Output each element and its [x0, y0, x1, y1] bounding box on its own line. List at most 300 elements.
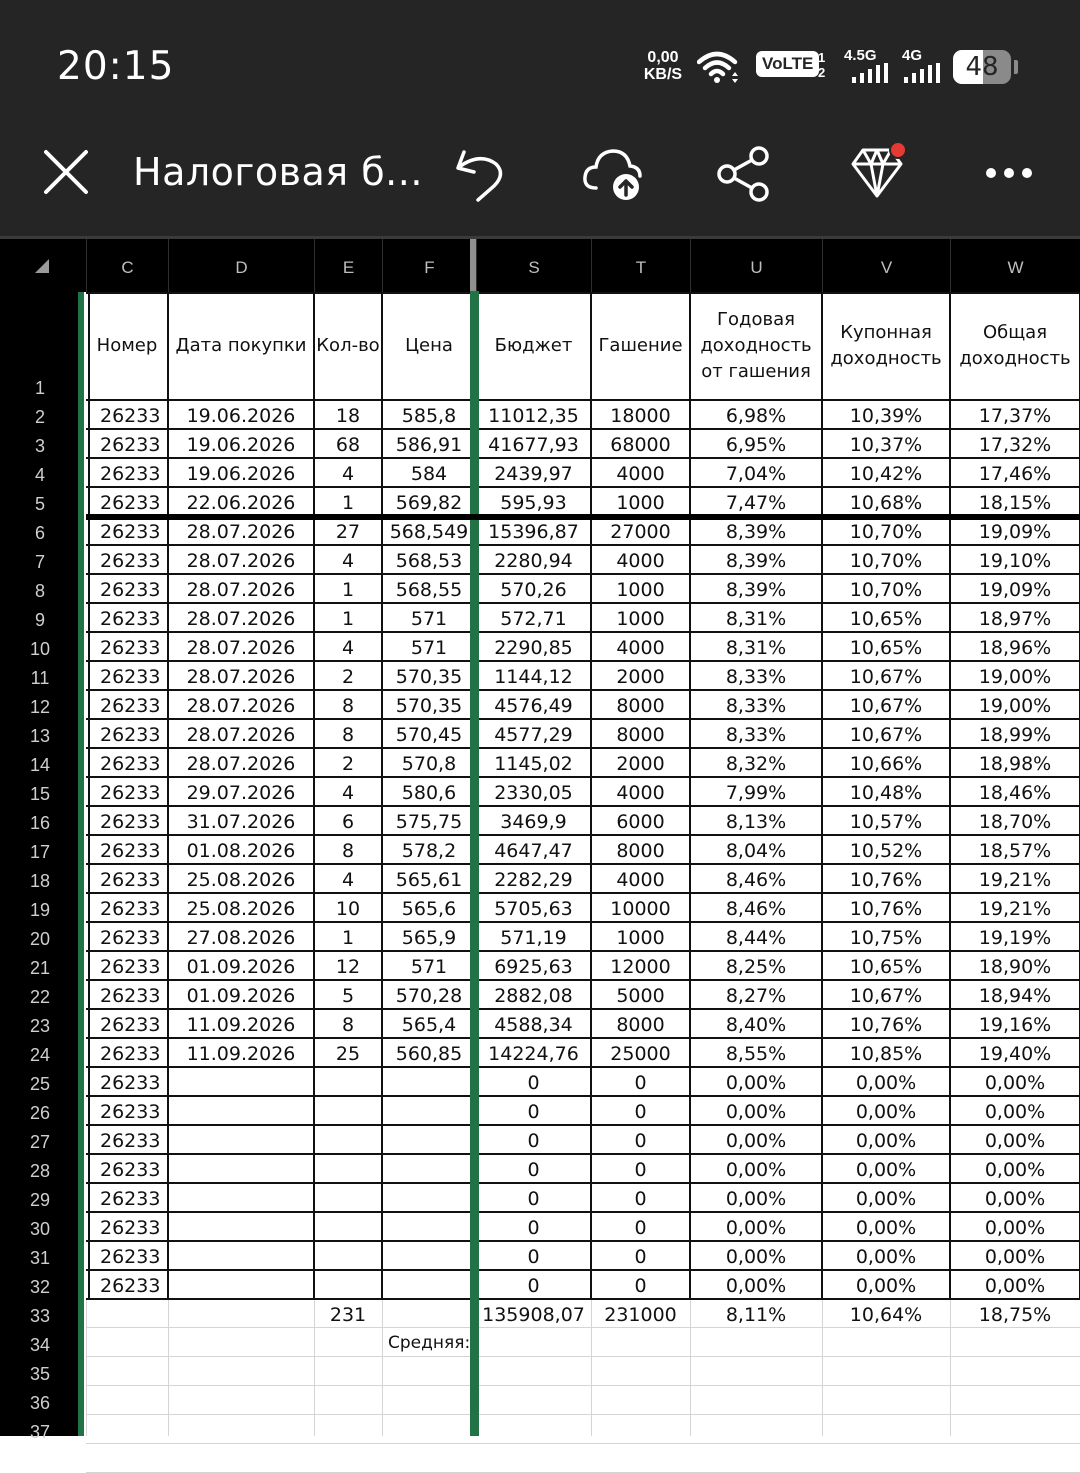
cell-w[interactable]: 18,15%	[978, 492, 1052, 514]
cell-v[interactable]: 0,00%	[855, 1130, 917, 1152]
cell-f[interactable]: 565,9	[401, 927, 457, 949]
cell-f[interactable]: 568,53	[395, 550, 463, 572]
cell-e[interactable]: 8	[341, 724, 355, 746]
cell-c[interactable]: 26233	[100, 1014, 161, 1036]
cell-u[interactable]: 8,33%	[725, 666, 787, 688]
cell-d[interactable]: 28.07.2026	[186, 666, 296, 688]
premium-diamond-icon[interactable]	[845, 142, 907, 204]
cell-e[interactable]	[314, 1101, 382, 1130]
cell-s[interactable]: 2882,08	[494, 985, 573, 1007]
cell-f[interactable]: 570,45	[395, 724, 463, 746]
cell-s[interactable]: 2439,97	[494, 463, 573, 485]
cell-s[interactable]: 571,19	[500, 927, 567, 949]
cell-d[interactable]	[168, 1159, 314, 1188]
cell-e[interactable]: 27	[335, 521, 361, 543]
cell-t[interactable]: 0	[634, 1101, 647, 1123]
cell-e[interactable]	[314, 1275, 382, 1304]
header-cell-s[interactable]	[476, 292, 591, 400]
cell-t[interactable]: 18000	[610, 405, 671, 427]
row-header-14[interactable]: 14	[29, 755, 51, 775]
row-header-16[interactable]: 16	[29, 813, 51, 833]
cell-c[interactable]: 26233	[100, 405, 161, 427]
row-header-6[interactable]: 6	[34, 523, 45, 543]
cell-s[interactable]: 2280,94	[494, 550, 573, 572]
cell-v[interactable]: 10,65%	[849, 608, 923, 630]
row-header-26[interactable]: 26	[29, 1103, 51, 1123]
cell-e[interactable]	[314, 1246, 382, 1275]
row-header-31[interactable]: 31	[29, 1248, 51, 1268]
cell-u[interactable]: 8,39%	[725, 579, 787, 601]
cell-c[interactable]: 26233	[100, 869, 161, 891]
cell-w[interactable]: 18,57%	[978, 840, 1052, 862]
cell-t[interactable]: 231000	[604, 1304, 677, 1326]
cell-u[interactable]: 6,95%	[725, 434, 787, 456]
cell-u[interactable]: 8,31%	[725, 608, 787, 630]
cell-t[interactable]: 0	[634, 1275, 647, 1297]
cell-s[interactable]: 0	[527, 1159, 540, 1181]
cell-v[interactable]: 10,76%	[849, 1014, 923, 1036]
cell-t[interactable]: 8000	[616, 840, 665, 862]
row-header-25[interactable]: 25	[29, 1074, 51, 1094]
cell-f[interactable]: 571	[410, 956, 448, 978]
row-header-30[interactable]: 30	[29, 1219, 51, 1239]
cell-d[interactable]: 01.09.2026	[186, 956, 296, 978]
cell-w[interactable]: 18,98%	[978, 753, 1052, 775]
cell-d[interactable]: 28.07.2026	[186, 753, 296, 775]
cell-c[interactable]: 26233	[100, 1217, 161, 1239]
cell-u[interactable]: 0,00%	[725, 1188, 787, 1210]
cell-t[interactable]: 0	[634, 1246, 647, 1268]
cell-w[interactable]: 0,00%	[984, 1275, 1046, 1297]
cell-s[interactable]: 2290,85	[494, 637, 573, 659]
row-header-9[interactable]: 9	[34, 610, 45, 630]
cell-w[interactable]: 19,09%	[978, 579, 1052, 601]
cell-s[interactable]: 4588,34	[494, 1014, 573, 1036]
cell-u[interactable]: 8,55%	[725, 1043, 787, 1065]
cell-f[interactable]: 570,35	[395, 666, 463, 688]
cell-t[interactable]: 0	[634, 1072, 647, 1094]
cell-v[interactable]: 0,00%	[855, 1072, 917, 1094]
cell-e[interactable]: 4	[341, 463, 355, 485]
cell-w[interactable]: 19,21%	[978, 869, 1052, 891]
row-header-35[interactable]: 35	[29, 1364, 51, 1384]
header-cell-f[interactable]	[382, 292, 476, 400]
cell-e[interactable]: 1	[341, 492, 355, 514]
cell-f[interactable]: 568,549	[389, 521, 469, 543]
cell-f[interactable]	[382, 1101, 476, 1130]
cell-c[interactable]: 26233	[100, 753, 161, 775]
cell-e[interactable]: 12	[335, 956, 361, 978]
row-header-20[interactable]: 20	[29, 929, 51, 949]
cell-w[interactable]: 0,00%	[984, 1159, 1046, 1181]
cell-t[interactable]: 0	[634, 1159, 647, 1181]
cell-c[interactable]: 26233	[100, 898, 161, 920]
cell-f[interactable]: 578,2	[401, 840, 457, 862]
row-header-18[interactable]: 18	[29, 871, 51, 891]
cell-v[interactable]: 10,64%	[849, 1304, 923, 1326]
cell-t[interactable]: 1000	[616, 492, 665, 514]
cell-d[interactable]: 01.08.2026	[186, 840, 296, 862]
cell-e[interactable]: 25	[335, 1043, 361, 1065]
cell-v[interactable]: 10,67%	[849, 666, 923, 688]
row-header-28[interactable]: 28	[29, 1161, 51, 1181]
cell-f[interactable]: 580,6	[401, 782, 457, 804]
cell-c[interactable]: 26233	[100, 985, 161, 1007]
share-icon[interactable]	[713, 142, 775, 204]
cell-s[interactable]: 15396,87	[488, 521, 579, 543]
cell-w[interactable]: 18,46%	[978, 782, 1052, 804]
cell-v[interactable]: 10,68%	[849, 492, 923, 514]
cell-u[interactable]: 7,99%	[725, 782, 787, 804]
cell-d[interactable]	[168, 1130, 314, 1159]
cell-v[interactable]: 10,70%	[849, 550, 923, 572]
column-header-s[interactable]: S	[476, 239, 591, 292]
cell-v[interactable]: 10,70%	[849, 521, 923, 543]
cell-c[interactable]: 26233	[100, 1043, 161, 1065]
cell-c[interactable]	[86, 1304, 168, 1333]
cell-e[interactable]: 231	[329, 1304, 367, 1326]
cell-f[interactable]: 570,8	[401, 753, 457, 775]
cell-u[interactable]: 8,39%	[725, 521, 787, 543]
cell-w[interactable]: 0,00%	[984, 1246, 1046, 1268]
cell-u[interactable]: 8,46%	[725, 869, 787, 891]
cell-v[interactable]: 10,85%	[849, 1043, 923, 1065]
column-header-w[interactable]: W	[950, 239, 1080, 292]
cell-d[interactable]	[168, 1246, 314, 1275]
cell-s[interactable]: 4577,29	[494, 724, 573, 746]
cell-f[interactable]: 568,55	[395, 579, 463, 601]
cell-w[interactable]: 18,75%	[978, 1304, 1052, 1326]
cell-v[interactable]: 10,65%	[849, 637, 923, 659]
cell-v[interactable]: 0,00%	[855, 1217, 917, 1239]
row-header-3[interactable]: 3	[34, 436, 45, 456]
cell-t[interactable]: 25000	[610, 1043, 671, 1065]
cell-e[interactable]: 4	[341, 782, 355, 804]
cell-s[interactable]: 2282,29	[494, 869, 573, 891]
column-header-d[interactable]: D	[168, 239, 314, 292]
cell-d[interactable]: 11.09.2026	[186, 1014, 296, 1036]
row-header-23[interactable]: 23	[29, 1016, 51, 1036]
cell-w[interactable]: 18,99%	[978, 724, 1052, 746]
row-header-21[interactable]: 21	[29, 958, 51, 978]
cell-c[interactable]: 26233	[100, 1246, 161, 1268]
document-title[interactable]: Налоговая б...	[133, 150, 423, 194]
row-header-22[interactable]: 22	[29, 987, 51, 1007]
cell-t[interactable]: 0	[634, 1217, 647, 1239]
cell-d[interactable]: 28.07.2026	[186, 579, 296, 601]
cell-v[interactable]: 10,76%	[849, 869, 923, 891]
cell-c[interactable]: 26233	[100, 1159, 161, 1181]
cell-t[interactable]: 8000	[616, 1014, 665, 1036]
cell-e[interactable]: 1	[341, 927, 355, 949]
cell-f[interactable]	[382, 1217, 476, 1246]
row-header-37[interactable]: 37	[29, 1422, 51, 1442]
cell-c[interactable]: 26233	[100, 434, 161, 456]
row-header-24[interactable]: 24	[29, 1045, 51, 1065]
cell-s[interactable]: 4647,47	[494, 840, 573, 862]
row-header-12[interactable]: 12	[29, 697, 51, 717]
cell-d[interactable]	[168, 1217, 314, 1246]
header-cell-w[interactable]	[950, 292, 1080, 400]
cell-v[interactable]: 10,70%	[849, 579, 923, 601]
cell-c[interactable]: 26233	[100, 492, 161, 514]
cell-e[interactable]: 10	[335, 898, 361, 920]
column-header-f[interactable]: F	[382, 239, 476, 292]
cell-v[interactable]: 10,76%	[849, 898, 923, 920]
cell-s[interactable]: 0	[527, 1217, 540, 1239]
cell-d[interactable]: 28.07.2026	[186, 550, 296, 572]
cell-f[interactable]: 570,35	[395, 695, 463, 717]
cell-u[interactable]: 8,44%	[725, 927, 787, 949]
cell-s[interactable]: 595,93	[500, 492, 567, 514]
cell-d[interactable]: 25.08.2026	[186, 898, 296, 920]
cell-d[interactable]	[168, 1101, 314, 1130]
cell-w[interactable]: 18,70%	[978, 811, 1052, 833]
cell-t[interactable]: 12000	[610, 956, 671, 978]
cell-e[interactable]: 4	[341, 637, 355, 659]
cell-v[interactable]: 10,48%	[849, 782, 923, 804]
cell-d[interactable]	[168, 1188, 314, 1217]
row-header-4[interactable]: 4	[34, 465, 45, 485]
cell-u[interactable]: 8,27%	[725, 985, 787, 1007]
cell-u[interactable]: 8,31%	[725, 637, 787, 659]
cell-e[interactable]: 18	[335, 405, 361, 427]
cell-u[interactable]: 8,33%	[725, 695, 787, 717]
cell-e[interactable]	[314, 1072, 382, 1101]
cell-c[interactable]: 26233	[100, 1072, 161, 1094]
row-header-7[interactable]: 7	[34, 552, 45, 572]
cell-v[interactable]: 10,67%	[849, 985, 923, 1007]
cell-u[interactable]: 8,46%	[725, 898, 787, 920]
cell-t[interactable]: 1000	[616, 927, 665, 949]
freeze-pane-divider[interactable]	[470, 291, 479, 1436]
cell-d[interactable]	[168, 1304, 314, 1333]
cell-w[interactable]: 19,19%	[978, 927, 1052, 949]
cell-w[interactable]: 19,10%	[978, 550, 1052, 572]
row-header-10[interactable]: 10	[29, 639, 51, 659]
cell-d[interactable]: 19.06.2026	[186, 463, 296, 485]
cell-s[interactable]: 0	[527, 1072, 540, 1094]
cell-s[interactable]: 0	[527, 1101, 540, 1123]
cell-e[interactable]: 2	[341, 666, 355, 688]
cell-d[interactable]	[168, 1072, 314, 1101]
row-header-8[interactable]: 8	[34, 581, 45, 601]
header-cell-c[interactable]	[86, 292, 168, 400]
cell-w[interactable]: 18,96%	[978, 637, 1052, 659]
cell-f[interactable]: 565,6	[401, 898, 457, 920]
cell-f[interactable]: 569,82	[395, 492, 463, 514]
cell-t[interactable]: 0	[634, 1188, 647, 1210]
cell-c[interactable]: 26233	[100, 608, 161, 630]
cell-f[interactable]	[382, 1072, 476, 1101]
cell-s[interactable]: 3469,9	[500, 811, 567, 833]
cell-v[interactable]: 10,37%	[849, 434, 923, 456]
cell-u[interactable]: 8,33%	[725, 724, 787, 746]
cell-s[interactable]: 135908,07	[482, 1304, 585, 1326]
cell-w[interactable]: 18,97%	[978, 608, 1052, 630]
cell-v[interactable]: 10,39%	[849, 405, 923, 427]
row-header-34[interactable]: 34	[29, 1335, 51, 1355]
cell-t[interactable]: 4000	[616, 637, 665, 659]
cell-c[interactable]: 26233	[100, 840, 161, 862]
cell-d[interactable]	[168, 1275, 314, 1304]
cell-u[interactable]: 7,47%	[725, 492, 787, 514]
cell-c[interactable]: 26233	[100, 521, 161, 543]
cell-d[interactable]: 19.06.2026	[186, 405, 296, 427]
cell-f[interactable]	[382, 1188, 476, 1217]
cell-t[interactable]: 0	[634, 1130, 647, 1152]
cell-w[interactable]: 0,00%	[984, 1130, 1046, 1152]
cell-v[interactable]: 0,00%	[855, 1188, 917, 1210]
cell-w[interactable]: 19,00%	[978, 695, 1052, 717]
cell-c[interactable]: 26233	[100, 1188, 161, 1210]
cell-w[interactable]: 17,37%	[978, 405, 1052, 427]
cell-f[interactable]	[382, 1246, 476, 1275]
row-header-27[interactable]: 27	[29, 1132, 51, 1152]
cell-d[interactable]: 28.07.2026	[186, 521, 296, 543]
cell-w[interactable]: 19,21%	[978, 898, 1052, 920]
cell-d[interactable]: 11.09.2026	[186, 1043, 296, 1065]
cell-t[interactable]: 4000	[616, 869, 665, 891]
cell-c[interactable]: 26233	[100, 811, 161, 833]
cell-u[interactable]: 0,00%	[725, 1130, 787, 1152]
cell-s[interactable]: 0	[527, 1188, 540, 1210]
cell-t[interactable]: 27000	[610, 521, 671, 543]
cell-t[interactable]: 6000	[616, 811, 665, 833]
cell-grid[interactable]	[86, 292, 1080, 1436]
column-header-c[interactable]: C	[86, 239, 168, 292]
cell-f[interactable]: 571	[410, 608, 448, 630]
cell-c[interactable]: 26233	[100, 927, 161, 949]
cell-v[interactable]: 10,67%	[849, 695, 923, 717]
cell-d[interactable]: 25.08.2026	[186, 869, 296, 891]
row-header-1[interactable]: 1	[34, 378, 45, 398]
column-header-v[interactable]: V	[822, 239, 950, 292]
cell-f[interactable]: 571	[410, 637, 448, 659]
cell-c[interactable]: 26233	[100, 1130, 161, 1152]
cell-e[interactable]	[314, 1217, 382, 1246]
cell-t[interactable]: 2000	[616, 753, 665, 775]
cell-u[interactable]: 8,11%	[725, 1304, 787, 1326]
cell-t[interactable]: 4000	[616, 550, 665, 572]
cell-e[interactable]: 1	[341, 608, 355, 630]
cell-s[interactable]: 5705,63	[494, 898, 573, 920]
undo-icon[interactable]	[450, 142, 512, 204]
cell-f[interactable]	[382, 1130, 476, 1159]
cell-e[interactable]: 2	[341, 753, 355, 775]
cell-t[interactable]: 2000	[616, 666, 665, 688]
cell-f[interactable]: 570,28	[395, 985, 463, 1007]
header-cell-u[interactable]	[690, 292, 822, 400]
cell-v[interactable]: 0,00%	[855, 1159, 917, 1181]
cell-s[interactable]: 1144,12	[494, 666, 573, 688]
cell-e[interactable]	[314, 1159, 382, 1188]
cell-t[interactable]: 4000	[616, 463, 665, 485]
cell-u[interactable]: 8,39%	[725, 550, 787, 572]
cell-e[interactable]: 68	[335, 434, 361, 456]
cell-c[interactable]: 26233	[100, 956, 161, 978]
cell-s[interactable]: 41677,93	[488, 434, 579, 456]
cell-u[interactable]: 0,00%	[725, 1275, 787, 1297]
cell-u[interactable]: 0,00%	[725, 1246, 787, 1268]
cell-w[interactable]: 17,46%	[978, 463, 1052, 485]
cell-f[interactable]	[382, 1304, 476, 1333]
column-header-e[interactable]: E	[314, 239, 382, 292]
cell-f[interactable]: 586,91	[395, 434, 463, 456]
cell-c[interactable]: 26233	[100, 1101, 161, 1123]
column-header-t[interactable]: T	[591, 239, 690, 292]
cell-v[interactable]: 10,66%	[849, 753, 923, 775]
cell-w[interactable]: 0,00%	[984, 1072, 1046, 1094]
average-label[interactable]: Средняя:	[388, 1333, 471, 1353]
cell-d[interactable]: 19.06.2026	[186, 434, 296, 456]
cell-e[interactable]	[314, 1188, 382, 1217]
cell-t[interactable]: 10000	[610, 898, 671, 920]
cell-d[interactable]: 28.07.2026	[186, 637, 296, 659]
cell-t[interactable]: 5000	[616, 985, 665, 1007]
row-header-13[interactable]: 13	[29, 726, 51, 746]
row-header-32[interactable]: 32	[29, 1277, 51, 1297]
cell-f[interactable]: 575,75	[395, 811, 463, 833]
row-header-15[interactable]: 15	[29, 784, 51, 804]
close-button[interactable]	[42, 148, 90, 196]
cell-e[interactable]: 5	[341, 985, 355, 1007]
row-header-17[interactable]: 17	[29, 842, 51, 862]
cell-c[interactable]: 26233	[100, 1275, 161, 1297]
cell-t[interactable]: 68000	[610, 434, 671, 456]
cell-e[interactable]: 8	[341, 840, 355, 862]
cell-t[interactable]: 8000	[616, 724, 665, 746]
spreadsheet[interactable]	[0, 239, 1080, 1442]
cell-u[interactable]: 0,00%	[725, 1217, 787, 1239]
cell-t[interactable]: 4000	[616, 782, 665, 804]
row-header-2[interactable]: 2	[34, 407, 45, 427]
cell-w[interactable]: 19,00%	[978, 666, 1052, 688]
cell-t[interactable]: 1000	[616, 608, 665, 630]
cell-u[interactable]: 8,13%	[725, 811, 787, 833]
cell-c[interactable]: 26233	[100, 463, 161, 485]
cell-u[interactable]: 0,00%	[725, 1072, 787, 1094]
cell-w[interactable]: 0,00%	[984, 1188, 1046, 1210]
cell-u[interactable]: 6,98%	[725, 405, 787, 427]
cell-s[interactable]: 4576,49	[494, 695, 573, 717]
row-header-19[interactable]: 19	[29, 900, 51, 920]
cell-f[interactable]: 584	[410, 463, 448, 485]
cell-t[interactable]: 8000	[616, 695, 665, 717]
cell-c[interactable]: 26233	[100, 579, 161, 601]
cell-f[interactable]: 565,61	[395, 869, 463, 891]
cell-u[interactable]: 8,04%	[725, 840, 787, 862]
cloud-upload-icon[interactable]	[582, 142, 644, 204]
cell-v[interactable]: 10,52%	[849, 840, 923, 862]
header-cell-d[interactable]	[168, 292, 314, 400]
header-cell-t[interactable]	[591, 292, 690, 400]
cell-e[interactable]: 8	[341, 1014, 355, 1036]
cell-w[interactable]: 0,00%	[984, 1217, 1046, 1239]
cell-f[interactable]: 560,85	[395, 1043, 463, 1065]
row-header-29[interactable]: 29	[29, 1190, 51, 1210]
cell-w[interactable]: 18,94%	[978, 985, 1052, 1007]
cell-u[interactable]: 0,00%	[725, 1101, 787, 1123]
cell-s[interactable]: 570,26	[500, 579, 567, 601]
cell-v[interactable]: 10,57%	[849, 811, 923, 833]
cell-d[interactable]: 01.09.2026	[186, 985, 296, 1007]
cell-v[interactable]: 10,67%	[849, 724, 923, 746]
cell-w[interactable]: 19,09%	[978, 521, 1052, 543]
cell-u[interactable]: 7,04%	[725, 463, 787, 485]
cell-f[interactable]: 565,4	[401, 1014, 457, 1036]
cell-d[interactable]: 28.07.2026	[186, 724, 296, 746]
